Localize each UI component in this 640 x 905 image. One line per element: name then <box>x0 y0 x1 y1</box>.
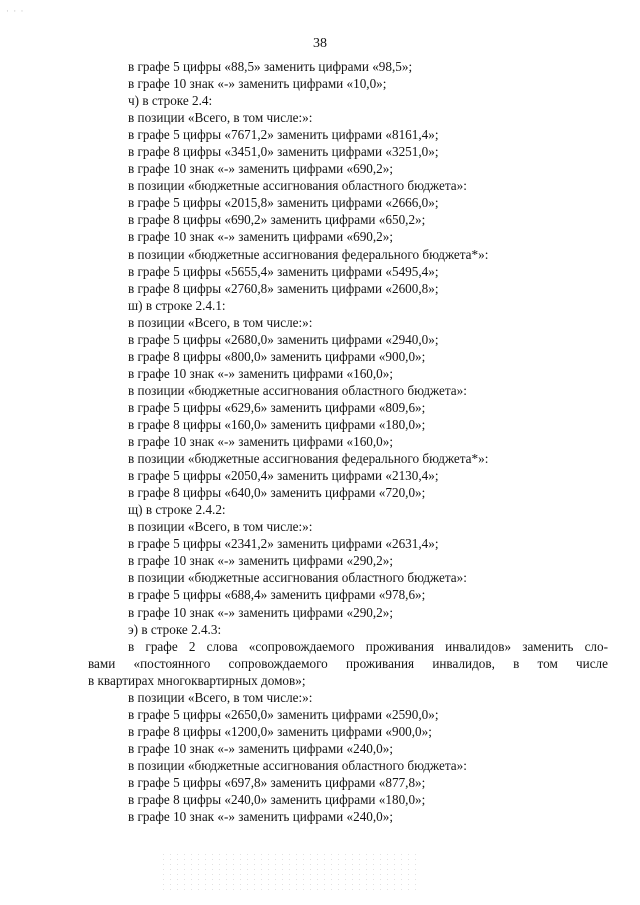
text-line: э) в строке 2.4.3: <box>128 621 222 637</box>
text-line: в графе 5 цифры «5655,4» заменить цифрами «5495,4»; <box>128 263 439 279</box>
text-line: в позиции «бюджетные ассигнования областного бюджета»: <box>128 570 467 586</box>
scan-noise <box>160 852 420 892</box>
text-line: щ) в строке 2.4.2: <box>128 502 226 518</box>
text-line: в графе 2 слова «сопровождаемого проживания инвалидов» заменить сло- <box>128 638 608 654</box>
text-line: в квартирах многоквартирных домов»; <box>88 672 306 688</box>
text-line: в позиции «Всего, в том числе:»: <box>128 314 313 330</box>
text-line: в графе 5 цифры «2050,4» заменить цифрами «2130,4»; <box>128 468 439 484</box>
text-line: вами «постоянного сопровождаемого проживания инвалидов, в том числе <box>88 655 608 671</box>
text-line: в графе 5 цифры «88,5» заменить цифрами «98,5»; <box>128 59 413 74</box>
text-line: в графе 5 цифры «2015,8» заменить цифрами «2666,0»; <box>128 195 439 211</box>
text-line: в графе 10 знак «-» заменить цифрами «10,0»; <box>128 76 387 92</box>
document-body <box>88 58 608 825</box>
text-line: в графе 8 цифры «800,0» заменить цифрами «900,0»; <box>128 348 426 364</box>
text-line: в графе 8 цифры «240,0» заменить цифрами «180,0»; <box>128 792 426 808</box>
text-line: в позиции «бюджетные ассигнования областного бюджета»: <box>128 178 467 194</box>
text-line: в графе 10 знак «-» заменить цифрами «290,2»; <box>128 553 394 569</box>
text-line: в графе 10 знак «-» заменить цифрами «690,2»; <box>128 161 394 177</box>
text-line: в графе 10 знак «-» заменить цифрами «160,0»; <box>128 365 394 381</box>
text-line: в позиции «бюджетные ассигнования областного бюджета»: <box>128 757 467 773</box>
text-line: в графе 8 цифры «690,2» заменить цифрами «650,2»; <box>128 212 426 228</box>
text-line: в графе 5 цифры «629,6» заменить цифрами «809,6»; <box>128 399 426 415</box>
text-line: в позиции «Всего, в том числе:»: <box>128 689 313 705</box>
text-line: в графе 10 знак «-» заменить цифрами «290,2»; <box>128 604 394 620</box>
text-line: в графе 5 цифры «2650,0» заменить цифрами «2590,0»; <box>128 706 439 722</box>
text-line: в графе 10 знак «-» заменить цифрами «240,0»; <box>128 809 394 825</box>
page-number: 38 <box>313 36 327 51</box>
text-line: в позиции «бюджетные ассигнования областного бюджета»: <box>128 382 467 398</box>
text-line: ч) в строке 2.4: <box>128 93 213 109</box>
text-line: в графе 5 цифры «688,4» заменить цифрами «978,6»; <box>128 587 426 603</box>
text-line: в позиции «бюджетные ассигнования федерального бюджета*»: <box>128 451 489 467</box>
text-line: в графе 8 цифры «640,0» заменить цифрами «720,0»; <box>128 485 426 501</box>
text-line: в графе 10 знак «-» заменить цифрами «690,2»; <box>128 229 394 245</box>
text-line: в графе 8 цифры «2760,8» заменить цифрами «2600,8»; <box>128 280 439 296</box>
text-line: в позиции «бюджетные ассигнования федерального бюджета*»: <box>128 246 489 262</box>
text-line: в графе 5 цифры «2680,0» заменить цифрами «2940,0»; <box>128 331 439 347</box>
text-line: в графе 8 цифры «160,0» заменить цифрами «180,0»; <box>128 416 426 432</box>
text-line: в графе 10 знак «-» заменить цифрами «240,0»; <box>128 740 394 756</box>
text-line: ш) в строке 2.4.1: <box>128 297 226 313</box>
text-line: в графе 5 цифры «2341,2» заменить цифрами «2631,4»; <box>128 536 439 552</box>
text-line: в графе 8 цифры «1200,0» заменить цифрами «900,0»; <box>128 723 432 739</box>
text-line: в графе 10 знак «-» заменить цифрами «160,0»; <box>128 434 394 450</box>
text-line: в позиции «Всего, в том числе:»: <box>128 110 313 126</box>
text-line: в графе 8 цифры «3451,0» заменить цифрами «3251,0»; <box>128 144 439 160</box>
text-line: в графе 5 цифры «7671,2» заменить цифрами «8161,4»; <box>128 127 439 143</box>
scan-corner-mark: · · · <box>6 6 25 16</box>
text-line: в графе 5 цифры «697,8» заменить цифрами «877,8»; <box>128 774 426 790</box>
text-line: в позиции «Всего, в том числе:»: <box>128 519 313 535</box>
